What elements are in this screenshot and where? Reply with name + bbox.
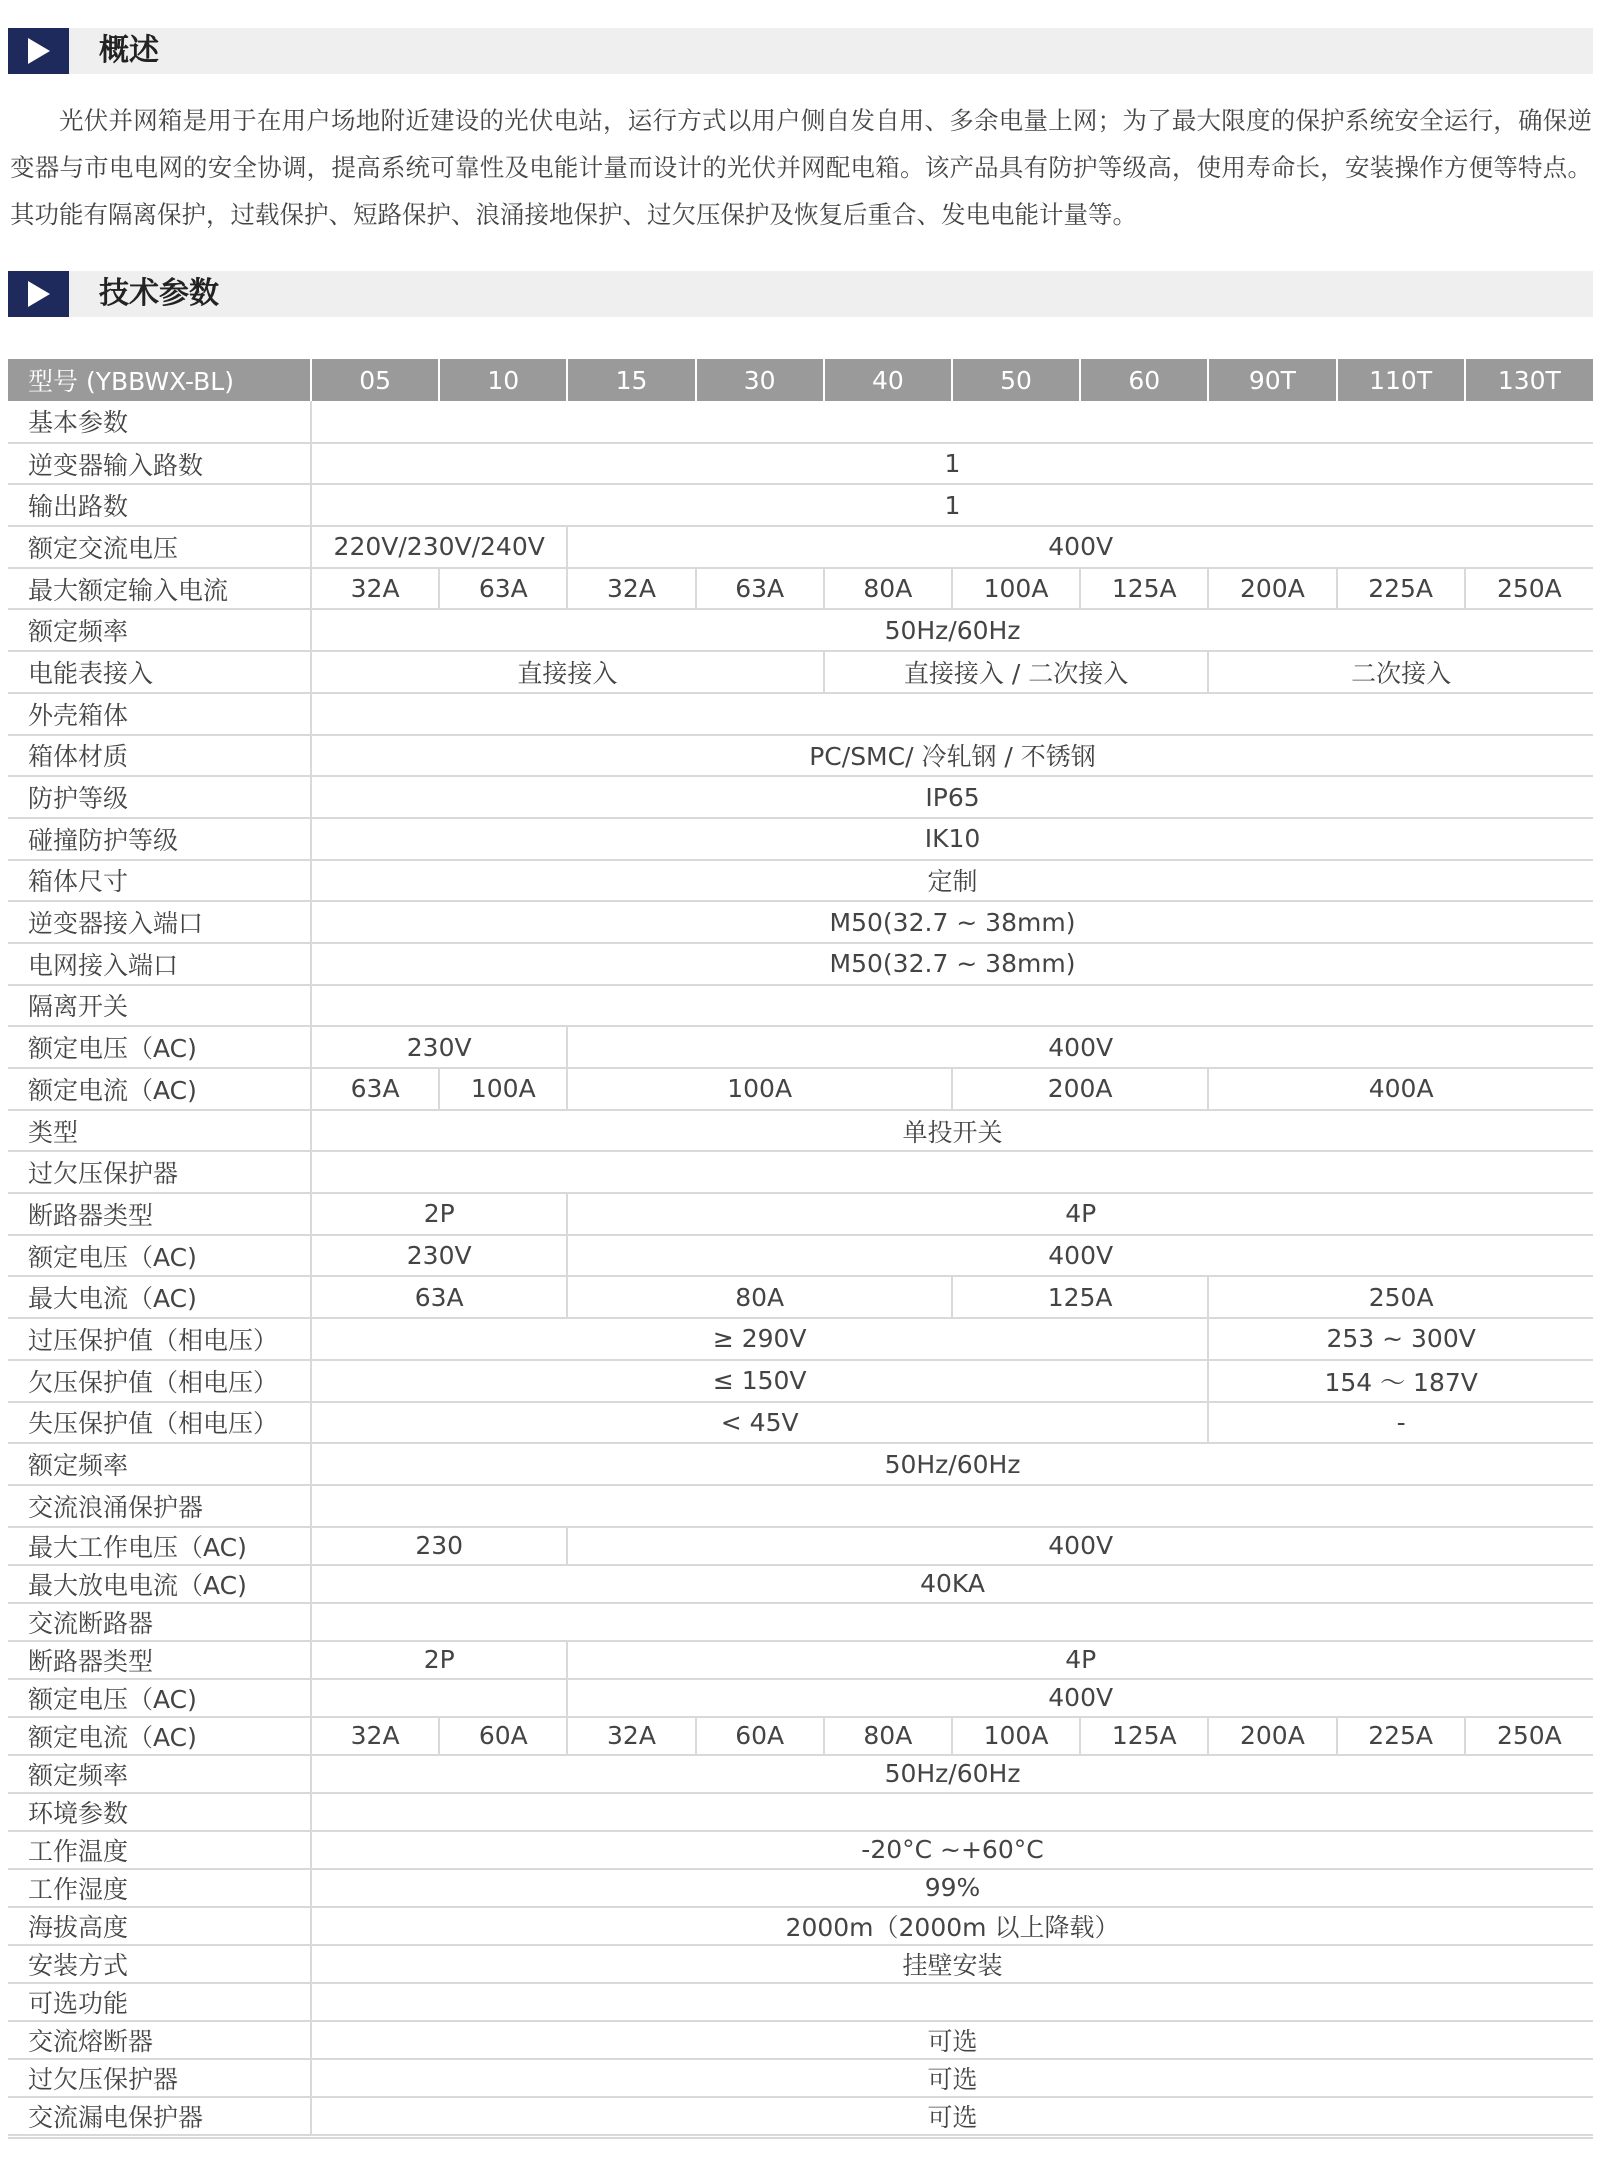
table-cell: 250A bbox=[1208, 1276, 1593, 1318]
table-bottom-rule bbox=[8, 2137, 1593, 2139]
table-row bbox=[8, 1565, 1593, 1603]
table-row bbox=[8, 609, 1593, 651]
row-label: 额定电压（AC) bbox=[8, 1679, 311, 1717]
table-cell: 定制 bbox=[311, 860, 1593, 902]
table-cell: 100A bbox=[952, 1717, 1080, 1755]
row-label: 最大电流（AC) bbox=[8, 1276, 311, 1318]
table-cell: 1 bbox=[311, 443, 1593, 485]
row-label: 额定电流（AC) bbox=[8, 1717, 311, 1755]
table-cell: 63A bbox=[311, 1276, 567, 1318]
table-cell: M50(32.7 ~ 38mm) bbox=[311, 943, 1593, 985]
row-label: 交流漏电保护器 bbox=[8, 2097, 311, 2135]
table-cell: 60A bbox=[439, 1717, 567, 1755]
table-cell: 230V bbox=[311, 1026, 567, 1068]
model-header-cell: 60 bbox=[1080, 359, 1208, 401]
table-row bbox=[8, 818, 1593, 860]
model-column-header: 型号 (YBBWX-BL) bbox=[8, 359, 311, 401]
row-label: 额定电压（AC) bbox=[8, 1235, 311, 1277]
table-cell: 230V bbox=[311, 1235, 567, 1277]
model-header-cell: 15 bbox=[567, 359, 695, 401]
row-label: 过欠压保护器 bbox=[8, 2059, 311, 2097]
table-cell bbox=[311, 693, 1593, 735]
model-header-cell: 90T bbox=[1208, 359, 1336, 401]
table-row bbox=[8, 1276, 1593, 1318]
model-header-cell: 05 bbox=[311, 359, 439, 401]
table-header-row bbox=[8, 359, 1593, 401]
row-label: 碰撞防护等级 bbox=[8, 818, 311, 860]
table-row bbox=[8, 1755, 1593, 1793]
row-label: 安装方式 bbox=[8, 1945, 311, 1983]
table-cell: 125A bbox=[1080, 1717, 1208, 1755]
row-label: 逆变器输入路数 bbox=[8, 443, 311, 485]
table-cell: 4P bbox=[567, 1641, 1593, 1679]
table-cell: 直接接入 bbox=[311, 651, 824, 693]
table-cell: 单投开关 bbox=[311, 1110, 1593, 1152]
table-cell: - bbox=[1208, 1402, 1593, 1444]
row-label: 过压保护值（相电压） bbox=[8, 1318, 311, 1360]
row-label: 失压保护值（相电压） bbox=[8, 1402, 311, 1444]
table-cell: 2P bbox=[311, 1641, 567, 1679]
model-header-cell: 50 bbox=[952, 359, 1080, 401]
table-cell bbox=[311, 1679, 567, 1717]
table-row bbox=[8, 2021, 1593, 2059]
table-row bbox=[8, 1193, 1593, 1235]
table-row bbox=[8, 1831, 1593, 1869]
row-label: 环境参数 bbox=[8, 1793, 311, 1831]
model-header-cell: 30 bbox=[696, 359, 824, 401]
row-label: 最大工作电压（AC) bbox=[8, 1527, 311, 1565]
table-cell: 100A bbox=[567, 1068, 952, 1110]
specs-header bbox=[8, 271, 1593, 317]
table-cell: ≤ 150V bbox=[311, 1360, 1208, 1402]
table-cell: 50Hz/60Hz bbox=[311, 1755, 1593, 1793]
table-cell: 直接接入 / 二次接入 bbox=[824, 651, 1209, 693]
table-row bbox=[8, 1360, 1593, 1402]
row-label: 额定电压（AC) bbox=[8, 1026, 311, 1068]
table-cell: 1 bbox=[311, 484, 1593, 526]
table-cell: 80A bbox=[567, 1276, 952, 1318]
table-cell: 200A bbox=[1208, 1717, 1336, 1755]
table-cell: 可选 bbox=[311, 2097, 1593, 2135]
table-cell: 63A bbox=[311, 1068, 439, 1110]
row-label: 断路器类型 bbox=[8, 1641, 311, 1679]
overview-title: 概述 bbox=[99, 33, 159, 68]
table-cell bbox=[311, 401, 1593, 443]
table-row bbox=[8, 1907, 1593, 1945]
table-cell: 250A bbox=[1465, 568, 1593, 610]
table-row bbox=[8, 1485, 1593, 1527]
table-cell: 400A bbox=[1208, 1068, 1593, 1110]
row-label: 电能表接入 bbox=[8, 651, 311, 693]
table-cell: IP65 bbox=[311, 776, 1593, 818]
table-row bbox=[8, 2059, 1593, 2097]
table-row bbox=[8, 443, 1593, 485]
row-label: 外壳箱体 bbox=[8, 693, 311, 735]
table-cell: 100A bbox=[439, 1068, 567, 1110]
table-cell bbox=[311, 1603, 1593, 1641]
table-row bbox=[8, 735, 1593, 777]
row-label: 最大放电电流（AC) bbox=[8, 1565, 311, 1603]
row-label: 输出路数 bbox=[8, 484, 311, 526]
overview-paragraph bbox=[10, 97, 1592, 238]
model-header-cell: 10 bbox=[439, 359, 567, 401]
row-label: 箱体尺寸 bbox=[8, 860, 311, 902]
row-label: 箱体材质 bbox=[8, 735, 311, 777]
table-cell bbox=[311, 1983, 1593, 2021]
table-cell: 250A bbox=[1465, 1717, 1593, 1755]
table-row bbox=[8, 901, 1593, 943]
table-cell: 220V/230V/240V bbox=[311, 526, 567, 568]
table-cell: 32A bbox=[311, 568, 439, 610]
table-row bbox=[8, 1983, 1593, 2021]
row-label: 工作湿度 bbox=[8, 1869, 311, 1907]
row-label: 类型 bbox=[8, 1110, 311, 1152]
specs-title: 技术参数 bbox=[99, 276, 219, 311]
row-label: 额定频率 bbox=[8, 1755, 311, 1793]
row-label: 隔离开关 bbox=[8, 985, 311, 1027]
table-cell bbox=[311, 1793, 1593, 1831]
table-row bbox=[8, 401, 1593, 443]
table-row bbox=[8, 776, 1593, 818]
table-row bbox=[8, 1443, 1593, 1485]
table-cell: M50(32.7 ~ 38mm) bbox=[311, 901, 1593, 943]
table-cell: 400V bbox=[567, 1527, 1593, 1565]
table-cell: 99% bbox=[311, 1869, 1593, 1907]
table-cell: 225A bbox=[1337, 1717, 1465, 1755]
table-row bbox=[8, 693, 1593, 735]
table-cell: 200A bbox=[1208, 568, 1336, 610]
table-cell: 50Hz/60Hz bbox=[311, 1443, 1593, 1485]
table-row bbox=[8, 1679, 1593, 1717]
row-label: 交流熔断器 bbox=[8, 2021, 311, 2059]
table-cell: 80A bbox=[824, 1717, 952, 1755]
row-label: 工作温度 bbox=[8, 1831, 311, 1869]
table-cell: 50Hz/60Hz bbox=[311, 609, 1593, 651]
table-row bbox=[8, 1641, 1593, 1679]
table-cell: 230 bbox=[311, 1527, 567, 1565]
table-row bbox=[8, 526, 1593, 568]
row-label: 额定频率 bbox=[8, 609, 311, 651]
table-cell: 40KA bbox=[311, 1565, 1593, 1603]
table-cell: IK10 bbox=[311, 818, 1593, 860]
table-cell: 125A bbox=[1080, 568, 1208, 610]
table-cell bbox=[311, 985, 1593, 1027]
table-cell: -20°C ~+60°C bbox=[311, 1831, 1593, 1869]
table-cell: 100A bbox=[952, 568, 1080, 610]
row-label: 防护等级 bbox=[8, 776, 311, 818]
table-cell bbox=[311, 1485, 1593, 1527]
row-label: 额定频率 bbox=[8, 1443, 311, 1485]
row-label: 海拔高度 bbox=[8, 1907, 311, 1945]
table-row bbox=[8, 1235, 1593, 1277]
table-cell: 400V bbox=[567, 1679, 1593, 1717]
table-row bbox=[8, 1527, 1593, 1565]
table-row bbox=[8, 484, 1593, 526]
play-triangle-icon bbox=[28, 281, 50, 307]
row-label: 最大额定输入电流 bbox=[8, 568, 311, 610]
table-cell: 225A bbox=[1337, 568, 1465, 610]
table-cell: 200A bbox=[952, 1068, 1208, 1110]
table-cell: 二次接入 bbox=[1208, 651, 1593, 693]
table-row bbox=[8, 985, 1593, 1027]
table-row bbox=[8, 1068, 1593, 1110]
table-row bbox=[8, 943, 1593, 985]
table-cell: < 45V bbox=[311, 1402, 1208, 1444]
play-badge bbox=[8, 28, 69, 74]
table-cell: 32A bbox=[311, 1717, 439, 1755]
table-cell: 400V bbox=[567, 1235, 1593, 1277]
row-label: 可选功能 bbox=[8, 1983, 311, 2021]
table-cell: 32A bbox=[567, 568, 695, 610]
table-row bbox=[8, 1026, 1593, 1068]
table-cell: PC/SMC/ 冷轧钢 / 不锈钢 bbox=[311, 735, 1593, 777]
table-cell: 60A bbox=[696, 1717, 824, 1755]
row-label: 额定电流（AC) bbox=[8, 1068, 311, 1110]
table-row bbox=[8, 568, 1593, 610]
row-label: 交流断路器 bbox=[8, 1603, 311, 1641]
spec-table bbox=[8, 359, 1593, 2136]
row-label: 过欠压保护器 bbox=[8, 1151, 311, 1193]
table-row bbox=[8, 1151, 1593, 1193]
table-cell: 400V bbox=[567, 526, 1593, 568]
table-row bbox=[8, 1793, 1593, 1831]
table-row bbox=[8, 1945, 1593, 1983]
table-row bbox=[8, 1318, 1593, 1360]
overview-header bbox=[8, 28, 1593, 74]
table-row bbox=[8, 860, 1593, 902]
table-cell: 32A bbox=[567, 1717, 695, 1755]
table-row bbox=[8, 2097, 1593, 2135]
table-cell: 可选 bbox=[311, 2021, 1593, 2059]
table-row bbox=[8, 651, 1593, 693]
table-row bbox=[8, 1869, 1593, 1907]
table-cell bbox=[311, 1151, 1593, 1193]
row-label: 欠压保护值（相电压） bbox=[8, 1360, 311, 1402]
row-label: 逆变器接入端口 bbox=[8, 901, 311, 943]
table-row bbox=[8, 1717, 1593, 1755]
row-label: 电网接入端口 bbox=[8, 943, 311, 985]
table-cell: 80A bbox=[824, 568, 952, 610]
play-badge bbox=[8, 271, 69, 317]
table-cell: 63A bbox=[439, 568, 567, 610]
table-row bbox=[8, 1402, 1593, 1444]
table-cell: 可选 bbox=[311, 2059, 1593, 2097]
table-cell: 253 ~ 300V bbox=[1208, 1318, 1593, 1360]
table-cell: 挂壁安装 bbox=[311, 1945, 1593, 1983]
table-cell: 125A bbox=[952, 1276, 1208, 1318]
table-cell: 63A bbox=[696, 568, 824, 610]
model-header-cell: 110T bbox=[1337, 359, 1465, 401]
table-row bbox=[8, 1603, 1593, 1641]
row-label: 基本参数 bbox=[8, 401, 311, 443]
play-triangle-icon bbox=[28, 38, 50, 64]
table-cell: 2000m（2000m 以上降载） bbox=[311, 1907, 1593, 1945]
model-header-cell: 130T bbox=[1465, 359, 1593, 401]
row-label: 交流浪涌保护器 bbox=[8, 1485, 311, 1527]
table-cell: 2P bbox=[311, 1193, 567, 1235]
table-cell: 154 ～ 187V bbox=[1208, 1360, 1593, 1402]
row-label: 断路器类型 bbox=[8, 1193, 311, 1235]
table-row bbox=[8, 1110, 1593, 1152]
row-label: 额定交流电压 bbox=[8, 526, 311, 568]
table-cell: 400V bbox=[567, 1026, 1593, 1068]
table-cell: 4P bbox=[567, 1193, 1593, 1235]
model-header-cell: 40 bbox=[824, 359, 952, 401]
overview-text: 光伏并网箱是用于在用户场地附近建设的光伏电站，运行方式以用户侧自发自用、多余电量上网；为了最大限度的保护系统安全运行，确保逆变器与市电电网的安全协调，提高系统可靠性及电能计量而设计的光伏并网配电箱。该产品具有防护等级高，使用寿命长，安装操作方便等特点。其功能有隔离保护，过载保护、短路保护、浪涌接地保护、过欠压保护及恢复后重合、发电电能计量等。 bbox=[10, 106, 1592, 229]
table-cell: ≥ 290V bbox=[311, 1318, 1208, 1360]
